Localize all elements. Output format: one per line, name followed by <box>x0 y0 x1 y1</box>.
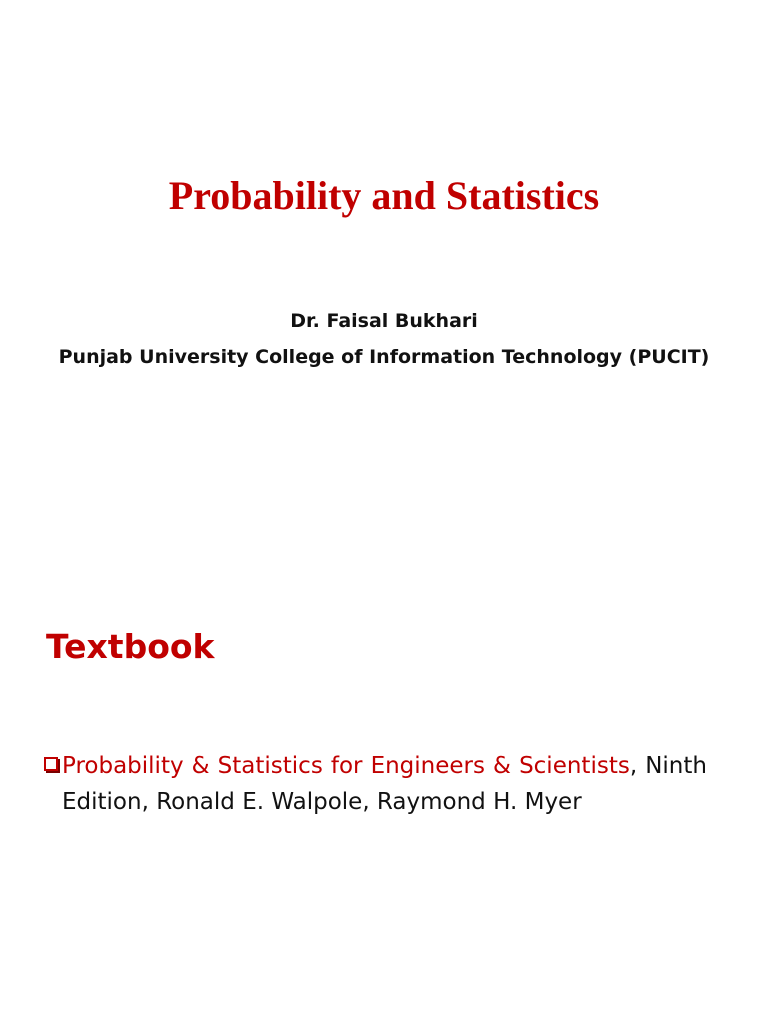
slide-title: Probability and Statistics <box>168 173 600 218</box>
book-title-separator: , <box>629 753 638 779</box>
square-bullet-icon <box>44 757 58 771</box>
author-name: Dr. Faisal Bukhari <box>290 310 478 332</box>
textbook-slide <box>0 512 768 1024</box>
book-details: Ninth Edition, Ronald E. Walpole, Raymond H. Myer <box>62 753 707 815</box>
textbook-bullet <box>62 748 707 820</box>
section-heading: Textbook <box>46 627 215 666</box>
book-title: Probability & Statistics for Engineers & Scientists <box>62 753 630 779</box>
author-affiliation: Punjab University College of Information Technology (PUCIT) <box>58 346 710 368</box>
